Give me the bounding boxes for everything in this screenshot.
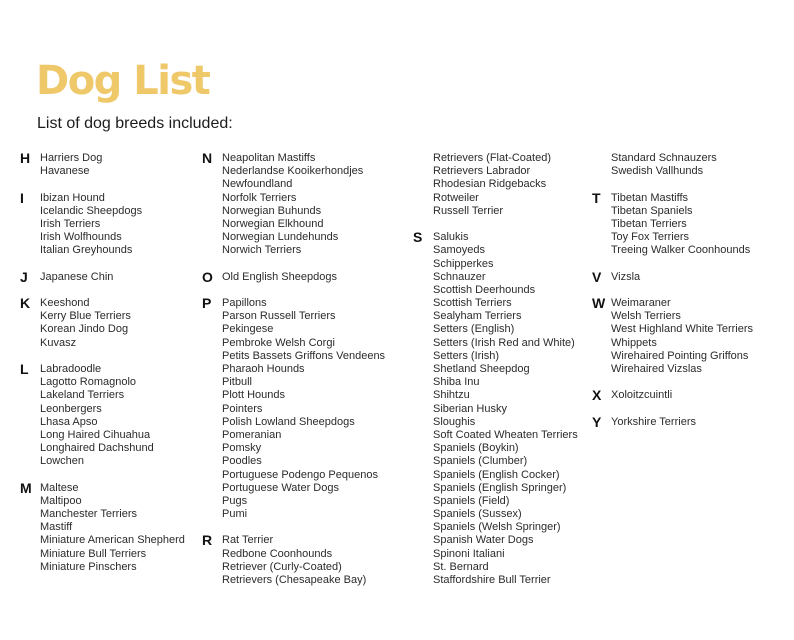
letter-group [413, 152, 578, 218]
group-letter: O [202, 268, 213, 285]
breed-list [611, 271, 753, 284]
breed-list [433, 152, 578, 218]
breed-name: Setters (Irish Red and White) [433, 336, 575, 349]
breed-name: Spinoni Italiani [433, 547, 505, 560]
breed-name: Siberian Husky [433, 402, 507, 415]
breed-list [611, 297, 753, 376]
breed-name: Treeing Walker Coonhounds [611, 244, 751, 257]
breed-name: Lhasa Apso [40, 415, 98, 428]
letter-group [20, 297, 185, 350]
breed-name: Spaniels (Boykin) [433, 442, 519, 455]
group-spacer [202, 284, 385, 297]
breed-name: Labradoodle [40, 363, 102, 375]
breed-name: Norwich Terriers [222, 244, 302, 257]
breed-name: Salukis [433, 231, 469, 244]
breed-name: Pumi [222, 508, 248, 521]
group-spacer [20, 350, 185, 363]
breed-name: Wirehaired Vizslas [611, 363, 702, 375]
group-spacer [413, 218, 578, 231]
breed-column-4 [592, 152, 753, 429]
group-spacer [202, 258, 385, 271]
breed-name: Sloughis [433, 415, 476, 428]
breed-name: Manchester Terriers [40, 508, 137, 521]
breed-name: Longhaired Dachshund [40, 442, 154, 455]
letter-group [592, 389, 753, 402]
breed-name: Tibetan Terriers [611, 217, 687, 230]
breed-list [222, 534, 385, 587]
breed-name: Plott Hounds [222, 389, 285, 402]
breed-name: Retrievers (Flat-Coated) [433, 152, 551, 164]
breed-name: Harriers Dog [40, 152, 103, 164]
group-spacer [20, 284, 185, 297]
breed-list [40, 363, 185, 469]
letter-group [202, 268, 385, 285]
breed-name: Mastiff [40, 521, 73, 534]
breed-name: Schnauzer [433, 270, 486, 283]
breed-name: Kerry Blue Terriers [40, 310, 131, 323]
breed-name: Papillons [222, 297, 267, 310]
group-spacer [20, 178, 185, 191]
breed-name: Poodles [222, 455, 262, 468]
breed-column-3 [413, 152, 578, 587]
breed-name: Nederlandse Kooikerhondjes [222, 165, 364, 178]
breed-column-2 [202, 152, 385, 587]
group-spacer [592, 403, 753, 416]
breed-name: West Highland White Terriers [611, 323, 754, 336]
breed-name: Maltipoo [40, 494, 82, 507]
letter-group [20, 189, 185, 258]
group-letter: S [413, 229, 423, 246]
breed-name: Neapolitan Mastiffs [222, 152, 316, 164]
breed-name: Polish Lowland Sheepdogs [222, 415, 355, 428]
breed-name: Pekingese [222, 323, 274, 336]
group-letter: T [592, 189, 601, 206]
breed-name: Pitbull [222, 376, 252, 389]
breed-name: Toy Fox Terriers [611, 231, 690, 244]
breed-list [40, 271, 185, 284]
breed-name: Spaniels (English Springer) [433, 481, 567, 494]
letter-group [592, 189, 753, 258]
breed-name: Old English Sheepdogs [222, 270, 337, 283]
breed-name: Spanish Water Dogs [433, 534, 534, 547]
breed-name: Korean Jindo Dog [40, 323, 129, 336]
breed-list [222, 297, 385, 521]
breed-name: Italian Greyhounds [40, 244, 133, 257]
group-letter: N [202, 150, 213, 166]
breed-name: Weimaraner [611, 297, 671, 310]
page-title: Dog List [36, 58, 210, 104]
group-letter: H [20, 150, 31, 166]
breed-name: Spaniels (Clumber) [433, 455, 528, 468]
breed-name: Norwegian Lundehunds [222, 231, 339, 244]
breed-name: Setters (English) [433, 323, 515, 336]
breed-name: Pharaoh Hounds [222, 363, 305, 375]
page-subtitle: List of dog breeds included: [37, 115, 233, 132]
group-letter: K [20, 295, 31, 312]
group-letter: M [20, 479, 32, 496]
breed-list [222, 152, 385, 258]
group-spacer [20, 469, 185, 482]
breed-name: Pointers [222, 402, 263, 415]
breed-name: Ibizan Hound [40, 191, 105, 204]
breed-list [40, 297, 185, 350]
letter-group [202, 534, 385, 587]
breed-list [433, 231, 578, 587]
breed-name: Schipperkes [433, 257, 494, 270]
letter-group [20, 268, 185, 285]
breed-list [611, 192, 753, 258]
breed-name: Norfolk Terriers [222, 191, 297, 204]
letter-group [20, 479, 185, 574]
breed-list [40, 152, 185, 178]
group-letter: W [592, 295, 606, 312]
breed-name: Welsh Terriers [611, 310, 681, 323]
breed-name: Miniature Bull Terriers [40, 547, 147, 560]
group-letter: L [20, 361, 29, 377]
breed-name: Spaniels (Welsh Springer) [433, 521, 561, 534]
breed-name: Leonbergers [40, 402, 102, 415]
group-letter: J [20, 268, 28, 285]
breed-list [222, 271, 385, 284]
breed-name: Rhodesian Ridgebacks [433, 178, 547, 191]
breed-column-1 [20, 152, 185, 574]
group-letter: X [592, 387, 602, 404]
breed-name: Retriever (Curly-Coated) [222, 560, 342, 573]
group-letter: I [20, 189, 24, 206]
breed-name: Sealyham Terriers [433, 310, 522, 323]
group-spacer [592, 376, 753, 389]
group-letter: V [592, 268, 602, 285]
breed-name: Swedish Vallhunds [611, 165, 704, 178]
breed-name: Rotweiler [433, 191, 479, 204]
breed-name: Scottish Terriers [433, 297, 512, 310]
breed-list [40, 192, 185, 258]
letter-group [592, 297, 753, 376]
breed-name: Norwegian Buhunds [222, 204, 322, 217]
breed-name: Shihtzu [433, 389, 470, 402]
breed-name: Miniature American Shepherd [40, 534, 185, 547]
breed-name: Norwegian Elkhound [222, 217, 324, 230]
breed-name: Spaniels (English Cocker) [433, 468, 560, 481]
breed-name: Maltese [40, 481, 79, 494]
breed-name: Yorkshire Terriers [611, 415, 696, 428]
breed-name: Standard Schnauzers [611, 152, 717, 164]
breed-list [611, 389, 753, 402]
breed-name: Tibetan Mastiffs [611, 191, 689, 204]
group-letter: Y [592, 413, 602, 430]
letter-group [592, 413, 753, 430]
breed-name: Samoyeds [433, 244, 485, 257]
breed-name: Shiba Inu [433, 376, 480, 389]
breed-name: Icelandic Sheepdogs [40, 204, 143, 217]
breed-name: Spaniels (Field) [433, 494, 510, 507]
letter-group [592, 268, 753, 285]
breed-list [40, 482, 185, 574]
breed-list [611, 152, 753, 178]
letter-group [202, 152, 385, 258]
letter-group [592, 152, 753, 178]
breed-name: Spaniels (Sussex) [433, 508, 522, 521]
letter-group [413, 231, 578, 587]
breed-name: Xoloitzcuintli [611, 389, 673, 402]
breed-name: Scottish Deerhounds [433, 283, 536, 296]
group-spacer [592, 178, 753, 191]
breed-name: Shetland Sheepdog [433, 363, 530, 375]
group-letter: P [202, 295, 212, 312]
group-spacer [592, 258, 753, 271]
breed-name: Petits Bassets Griffons Vendeens [222, 349, 386, 362]
breed-name: Redbone Coonhounds [222, 547, 333, 560]
breed-name: Lagotto Romagnolo [40, 376, 137, 389]
breed-name: Rat Terrier [222, 534, 274, 547]
breed-list [611, 416, 753, 429]
breed-name: Miniature Pinschers [40, 560, 137, 573]
breed-name: Keeshond [40, 297, 90, 310]
breed-name: Pomeranian [222, 428, 282, 441]
breed-name: Whippets [611, 336, 657, 349]
breed-name: Havanese [40, 165, 90, 178]
breed-name: Retrievers (Chesapeake Bay) [222, 574, 367, 586]
breed-name: Lakeland Terriers [40, 389, 125, 402]
group-spacer [20, 258, 185, 271]
breed-name: Wirehaired Pointing Griffons [611, 349, 749, 362]
breed-name: Soft Coated Wheaten Terriers [433, 428, 578, 441]
breed-name: Irish Terriers [40, 217, 101, 230]
breed-name: Japanese Chin [40, 270, 114, 283]
breed-name: Pugs [222, 494, 248, 507]
breed-name: Lowchen [40, 455, 85, 468]
breed-name: Newfoundland [222, 178, 293, 191]
breed-name: Irish Wolfhounds [40, 231, 122, 244]
breed-name: Staffordshire Bull Terrier [433, 574, 551, 586]
group-letter: R [202, 532, 213, 549]
breed-name: Setters (Irish) [433, 349, 500, 362]
group-spacer [202, 521, 385, 534]
breed-name: Russell Terrier [433, 204, 504, 217]
letter-group [20, 152, 185, 178]
breed-name: Long Haired Cihuahua [40, 428, 151, 441]
breed-name: Parson Russell Terriers [222, 310, 336, 323]
breed-name: Portuguese Podengo Pequenos [222, 468, 378, 481]
group-spacer [592, 284, 753, 297]
breed-name: Kuvasz [40, 336, 77, 349]
letter-group [202, 297, 385, 521]
breed-name: Pomsky [222, 442, 262, 455]
breed-name: Vizsla [611, 270, 641, 283]
breed-name: Portuguese Water Dogs [222, 481, 339, 494]
breed-name: Pembroke Welsh Corgi [222, 336, 335, 349]
letter-group [20, 363, 185, 469]
breed-name: Tibetan Spaniels [611, 204, 693, 217]
breed-name: Retrievers Labrador [433, 165, 531, 178]
breed-name: St. Bernard [433, 560, 489, 573]
